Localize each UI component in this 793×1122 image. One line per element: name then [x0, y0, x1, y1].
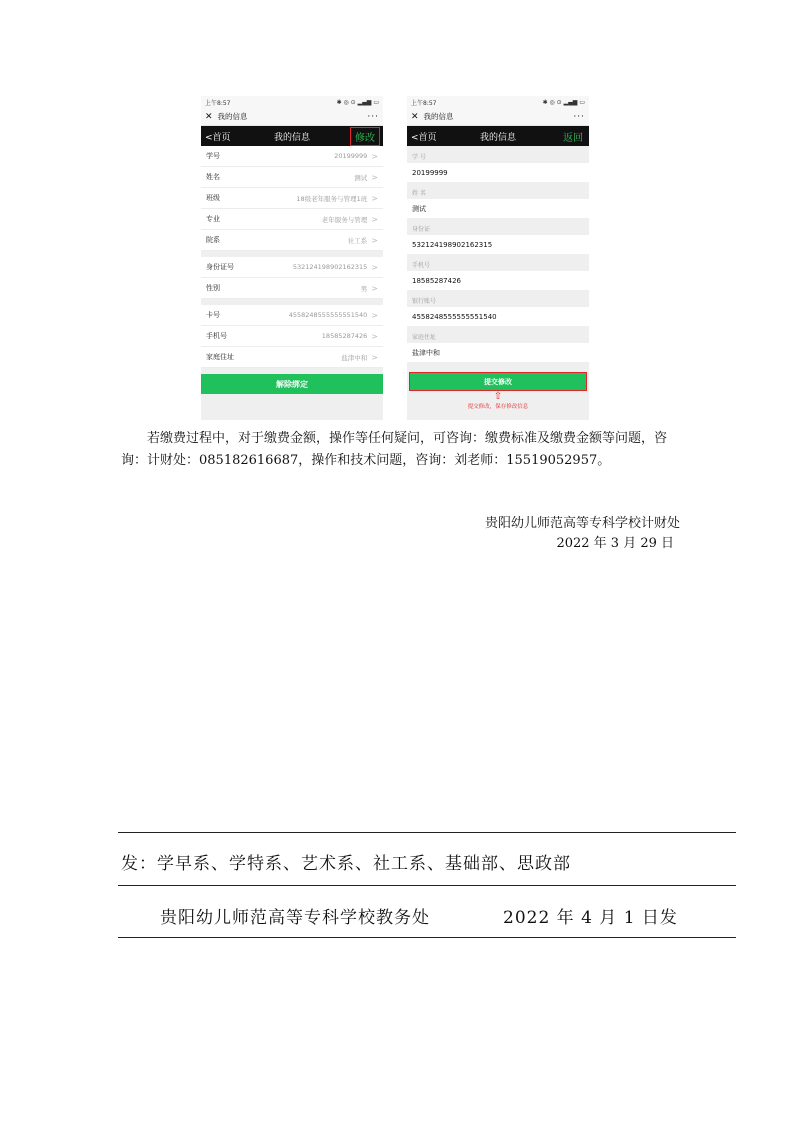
chevron-right-icon: > — [371, 214, 378, 224]
field-label: 身份证 — [407, 218, 589, 235]
chevron-right-icon: > — [371, 310, 378, 320]
back-home-button[interactable]: <首页 — [205, 132, 231, 143]
field-label: 学 号 — [407, 146, 589, 163]
chevron-right-icon: > — [371, 235, 378, 245]
phone-field[interactable]: 18585287426 — [407, 271, 589, 290]
row-value: 532124198902162315 — [292, 263, 368, 271]
row-label: 手机号 — [206, 332, 227, 340]
submit-changes-button[interactable]: 提交修改 — [409, 372, 587, 391]
row-label: 学号 — [206, 152, 220, 160]
row-label: 卡号 — [206, 311, 220, 319]
info-group-identity — [201, 257, 383, 299]
info-row[interactable] — [201, 278, 383, 299]
info-row[interactable] — [201, 257, 383, 278]
nav-bar — [201, 126, 383, 146]
chevron-right-icon: > — [371, 193, 378, 203]
issuer: 贵阳幼儿师范高等专科学校教务处 — [160, 908, 430, 928]
status-icons: ✱ ◎ ⊙ ▂▄▆ ▭ — [336, 98, 379, 106]
window-titlebar — [407, 108, 589, 126]
field-label: 手机号 — [407, 254, 589, 271]
edit-button[interactable]: 修改 — [350, 127, 380, 146]
arrow-up-icon: ⇧ — [493, 391, 503, 402]
row-label: 班级 — [206, 194, 220, 202]
student-id-field[interactable]: 20199999 — [407, 163, 589, 182]
row-label: 姓名 — [206, 173, 220, 181]
row-value: 盐津中和 — [341, 353, 368, 362]
row-value: 老年服务与管理 — [321, 215, 368, 224]
row-value: 社工系 — [347, 236, 368, 245]
signature-date: 2022 年 3 月 29 日 — [556, 536, 674, 551]
status-bar — [201, 96, 383, 108]
return-button[interactable]: 返回 — [563, 132, 583, 144]
window-title: 我的信息 — [423, 112, 454, 121]
info-row[interactable] — [201, 167, 383, 188]
info-row[interactable] — [201, 209, 383, 230]
field-label: 家庭住址 — [407, 326, 589, 343]
annotation-note: 提交修改，保存修改信息 — [467, 404, 529, 410]
distribution-list: 发：学早系、学特系、艺术系、社工系、基础部、思政部 — [121, 854, 571, 874]
status-bar — [407, 96, 589, 108]
row-label: 院系 — [206, 236, 220, 244]
phone-screenshot-my-info — [201, 96, 383, 420]
back-home-button[interactable]: <首页 — [411, 132, 437, 143]
window-title: 我的信息 — [217, 112, 248, 121]
phone-screenshot-edit-info — [407, 96, 589, 420]
row-label: 性别 — [206, 284, 220, 292]
id-card-field[interactable]: 532124198902162315 — [407, 235, 589, 254]
info-group-contact — [201, 305, 383, 368]
address-field[interactable]: 盐津中和 — [407, 343, 589, 362]
row-label: 专业 — [206, 215, 220, 223]
status-time: 上午8:57 — [411, 99, 437, 107]
chevron-right-icon: > — [371, 172, 378, 182]
row-value: 18585287426 — [321, 332, 368, 340]
bank-account-field[interactable]: 4558248555555551540 — [407, 307, 589, 326]
nav-bar — [407, 126, 589, 146]
close-icon[interactable]: ✕ — [411, 111, 419, 122]
issue-date: 2022 年 4 月 1 日发 — [503, 908, 678, 928]
row-value: 男 — [360, 284, 368, 293]
info-row[interactable] — [201, 146, 383, 167]
footer-divider-bottom — [118, 937, 736, 938]
info-row[interactable] — [201, 305, 383, 326]
row-label: 身份证号 — [206, 263, 234, 271]
info-row[interactable] — [201, 347, 383, 368]
status-icons: ✱ ◎ ⊙ ▂▄▆ ▭ — [542, 98, 585, 106]
info-row[interactable] — [201, 326, 383, 347]
signature-org: 贵阳幼儿师范高等专科学校计财处 — [484, 516, 680, 531]
chevron-right-icon: > — [371, 331, 378, 341]
info-row[interactable] — [201, 188, 383, 209]
close-icon[interactable]: ✕ — [205, 111, 213, 122]
row-value: 4558248555555551540 — [288, 311, 368, 319]
row-value: 20199999 — [334, 152, 368, 160]
row-label: 家庭住址 — [206, 353, 234, 361]
unbind-button[interactable]: 解除绑定 — [201, 374, 383, 394]
info-group-basic — [201, 146, 383, 251]
field-label: 姓 名 — [407, 182, 589, 199]
more-icon[interactable]: ··· — [573, 111, 585, 122]
row-value: 18级老年服务与管理1班 — [296, 194, 368, 203]
footer-divider-middle — [118, 885, 736, 886]
chevron-right-icon: > — [371, 151, 378, 161]
nav-title: 我的信息 — [273, 132, 310, 143]
window-titlebar — [201, 108, 383, 126]
chevron-right-icon: > — [371, 262, 378, 272]
info-row[interactable] — [201, 230, 383, 251]
chevron-right-icon: > — [371, 283, 378, 293]
chevron-right-icon: > — [371, 352, 378, 362]
row-value: 测试 — [354, 173, 368, 182]
more-icon[interactable]: ··· — [367, 111, 379, 122]
name-field[interactable]: 测试 — [407, 199, 589, 218]
contact-paragraph: 若缴费过程中，对于缴费金额，操作等任何疑问，可咨询：缴费标准及缴费金额等问题，咨询：计财处：085182616687，操作和技术问题，咨询：刘老师：15519052957。 — [121, 431, 668, 468]
status-time: 上午8:57 — [205, 99, 231, 107]
nav-title: 我的信息 — [479, 132, 516, 143]
field-label: 银行账号 — [407, 290, 589, 307]
footer-divider-top — [118, 832, 736, 833]
